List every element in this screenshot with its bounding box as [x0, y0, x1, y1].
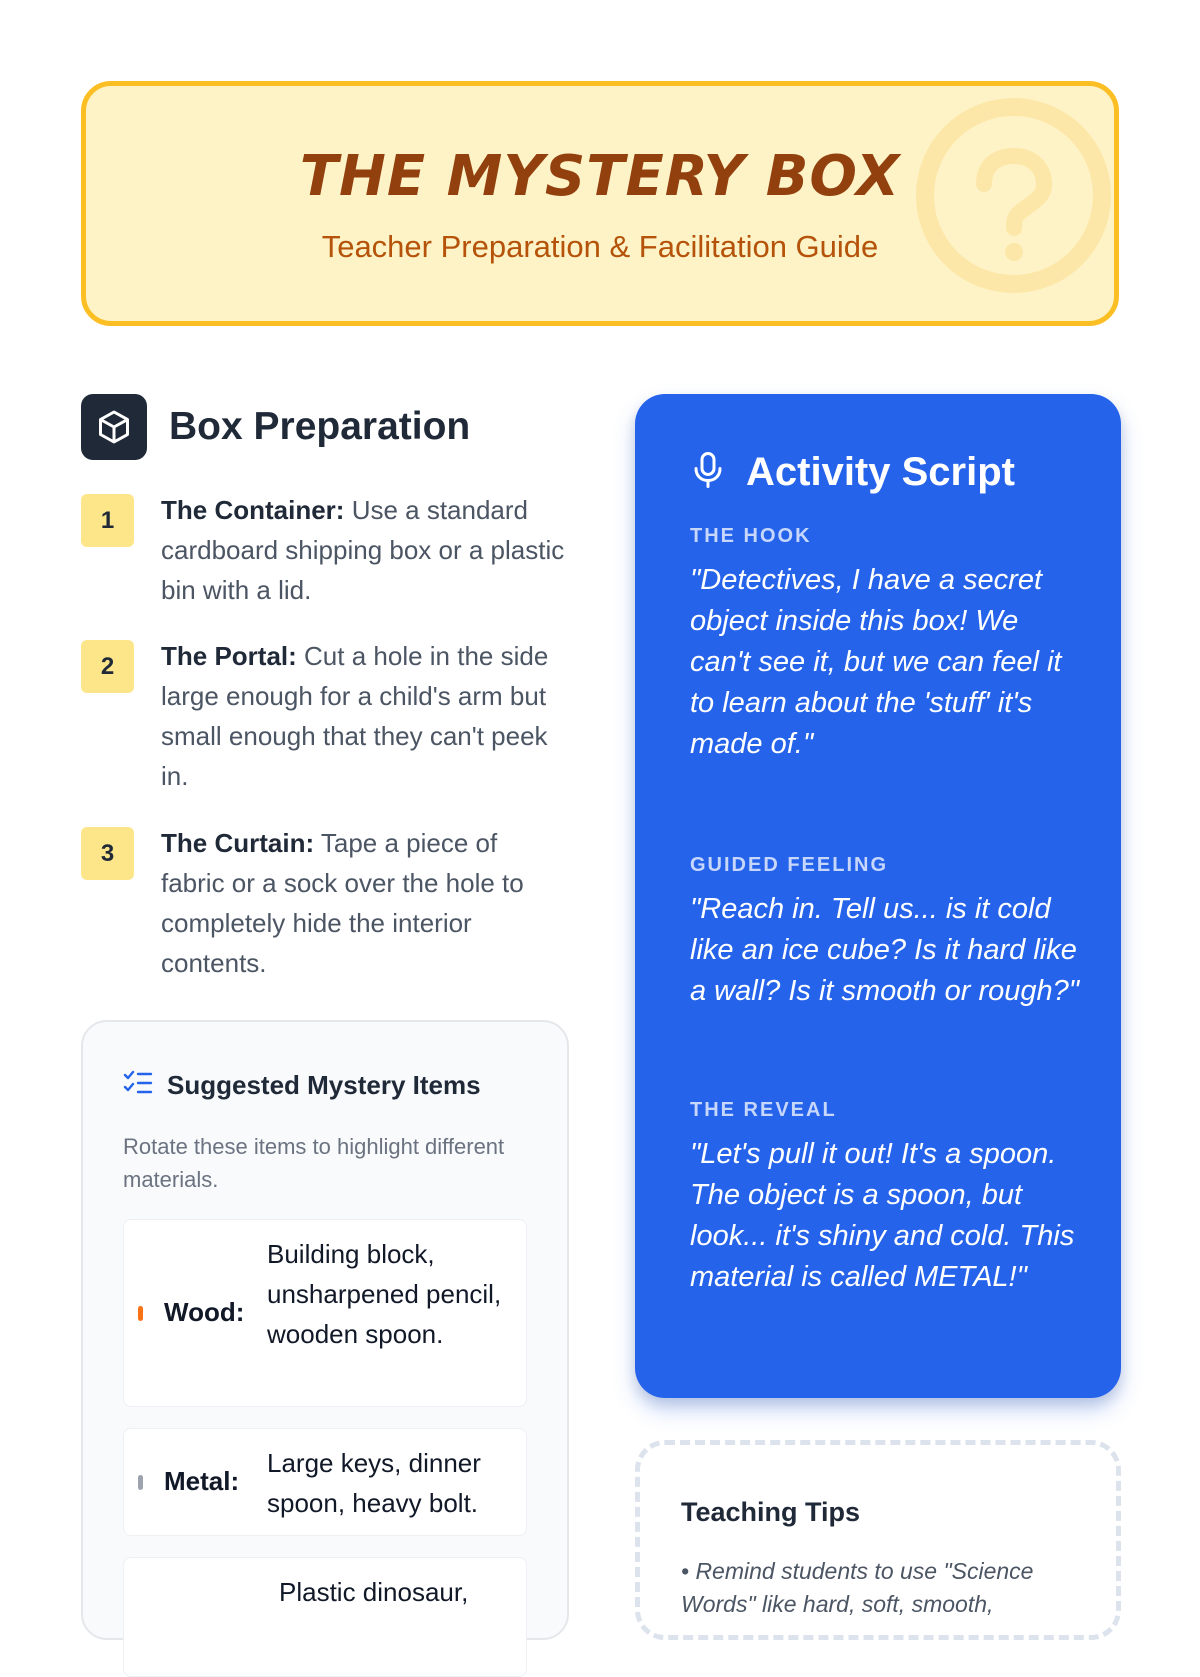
mystery-items-title: Suggested Mystery Items: [167, 1070, 481, 1100]
prep-step: [81, 636, 561, 801]
script-section-label: THE HOOK: [690, 525, 812, 547]
material-label: Wood:: [164, 1297, 245, 1327]
material-examples: Building block, unsharpened pencil, wooden spoon.: [267, 1239, 502, 1349]
step-text: [161, 636, 566, 796]
title-banner: [81, 81, 1119, 326]
mystery-items-header: [123, 1070, 481, 1101]
page-title: THE MYSTERY BOX: [299, 144, 901, 209]
mystery-items-card: [81, 1020, 569, 1640]
material-color-marker: [138, 1306, 143, 1321]
checklist-icon: [123, 1070, 153, 1101]
mystery-item-row: [123, 1219, 527, 1407]
step-heading: The Container:: [161, 495, 345, 525]
mystery-item-row: [123, 1428, 527, 1536]
script-section-quote: "Detectives, I have a secret object inside this box! We can't see it, but we can feel it to learn about the 'stuff' it's made of.": [690, 564, 1062, 760]
step-text: [161, 490, 566, 610]
microphone-icon: [690, 450, 726, 495]
mystery-items-note: Rotate these items to highlight different materials.: [123, 1134, 505, 1192]
teaching-tips-text: • Remind students to use "Science Words" like hard, soft, smooth,: [681, 1558, 1034, 1617]
prep-step: [81, 490, 565, 615]
activity-script-card: [635, 394, 1121, 1398]
step-description: Use a standard cardboard shipping box or a plastic bin with a lid.: [161, 495, 565, 605]
step-number: 1: [81, 494, 134, 547]
step-description: Tape a piece of fabric or a sock over the hole to completely hide the interior contents.: [161, 828, 524, 978]
script-section-label: GUIDED FEELING: [690, 854, 889, 876]
material-label: Metal:: [164, 1466, 240, 1496]
script-section-label: THE REVEAL: [690, 1099, 837, 1121]
box-preparation-header: [81, 394, 470, 460]
activity-script-title: Activity Script: [746, 450, 1015, 494]
activity-script-header: [690, 450, 1015, 495]
section-title: Box Preparation: [169, 405, 471, 448]
teaching-tips-title: Teaching Tips: [681, 1497, 861, 1527]
prep-step: [81, 823, 561, 988]
mystery-item-row: [123, 1557, 527, 1677]
material-examples: Large keys, dinner spoon, heavy bolt.: [267, 1448, 481, 1518]
script-section-quote: "Let's pull it out! It's a spoon. The object is a spoon, but look... it's shiny and cold. This material is called METAL!": [690, 1138, 1075, 1293]
step-description: Cut a hole in the side large enough for a child's arm but small enough that they can't peek in.: [161, 641, 549, 791]
step-heading: The Portal:: [161, 641, 297, 671]
material-color-marker: [138, 1475, 143, 1490]
material-examples: Plastic dinosaur,: [279, 1577, 469, 1607]
step-number: 2: [81, 640, 134, 693]
script-section-quote: "Reach in. Tell us... is it cold like an ice cube? Is it hard like a wall? Is it smooth or rough?": [690, 893, 1080, 1007]
step-text: [161, 823, 566, 983]
step-number: 3: [81, 827, 134, 880]
step-heading: The Curtain:: [161, 828, 315, 858]
page-subtitle: Teacher Preparation & Facilitation Guide: [321, 229, 879, 264]
cube-icon: [81, 394, 147, 460]
teaching-tips-card: [635, 1440, 1121, 1640]
